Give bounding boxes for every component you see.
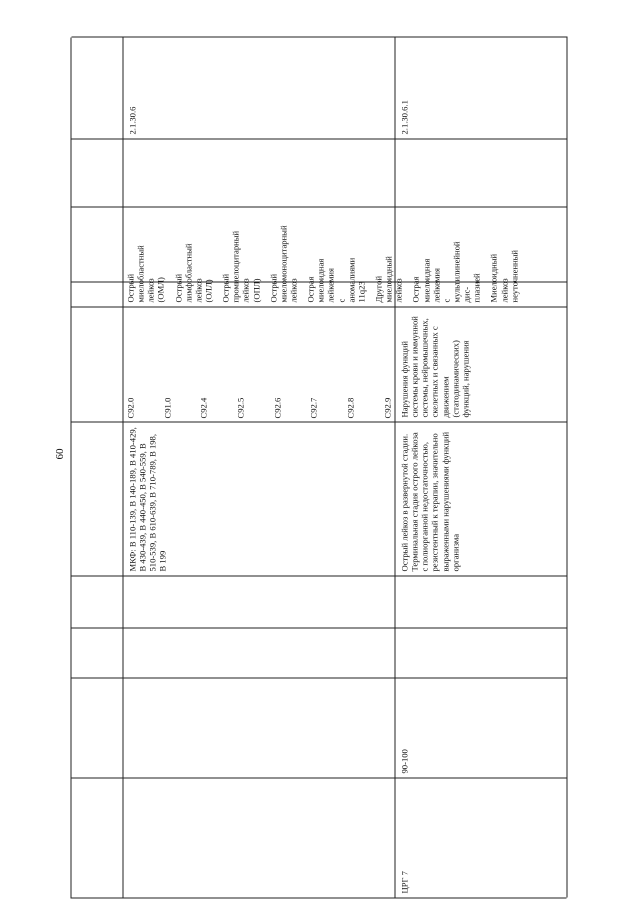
icd-code: C92.5 [235,397,246,419]
cell-r2-c7 [395,207,567,282]
disease-name: Острый лимфобластный лейкоз (ОЛЛ) [172,243,213,303]
mkf-codes-cell [123,422,395,576]
cell-r1-c8 [123,139,395,207]
mkf-codes: МКФ: B 110-139, B 140-189, B 410-429, B 430-439, B 440-450, B 540-559, B 510-539, B 610-639, B 710-789, B 198, B 199 [127,427,168,572]
row-id: 2.1.30.6.1 [399,100,409,135]
icd-code: C92.9 [381,397,392,419]
disease-name: Острая миелоидная лейкемия с мультилинейной дис-плазией [410,241,482,303]
disease-name: Острый промиелоцитарный лейкоз (ОПЛ) [220,230,261,303]
cell-r0-c4 [71,422,123,576]
cell-r0-c9 [71,37,123,139]
percent-cell [395,678,567,778]
cell-r2-c3 [395,576,567,628]
diseases-cell [123,225,519,307]
disease-name: Острая миелоидная лейкемия с аномалиями 11q23 [305,257,366,303]
cell-r0-c6 [71,282,123,307]
disease-name: Другой миелоидный лейкоз [372,256,404,303]
cell-r1-c7 [123,207,395,282]
cell-r1-c1 [123,678,395,778]
row2-id-cell [395,37,567,139]
row1-id-cell [123,37,395,139]
group-cell [395,778,567,898]
icd-code: C92.8 [345,397,356,419]
cell-r0-c3 [71,576,123,628]
cell-r0-c0 [71,778,123,898]
classification-table [70,38,566,899]
icd-code: C91.0 [161,397,172,419]
cell-r0-c5 [71,307,123,422]
functions-cell [395,307,567,422]
rehab-group: ЦРГ 7 [399,871,409,894]
icd-codes-cell [123,307,395,422]
disease-name: Острый миелобластный лейкоз (ОМЛ) [125,245,166,303]
disease-name: Миелоидный лейкоз неуточненный [488,249,519,303]
icd-code: C92.0 [125,397,135,419]
cell-r0-c7 [71,207,123,282]
icd-code: C92.7 [308,397,319,419]
impairment-percent: 90-100 [399,749,409,774]
row-id: 2.1.30.6 [127,106,137,135]
icd-code: C92.6 [271,397,282,419]
description-cell [395,422,567,576]
cell-r2-c2 [395,628,567,678]
cell-r0-c2 [71,628,123,678]
cell-r0-c8 [71,139,123,207]
cell-r1-c2 [123,628,395,678]
icd-code: C92.4 [198,397,209,419]
cell-r1-c3 [123,576,395,628]
cell-r2-c8 [395,139,567,207]
clinical-description: Острый лейкоз в развернутой стадии. Терминальная стадия острого лейкоза с полиорганной недостаточностью, резистентный к терапии, значительно выраженными нарушениями функций организма [399,431,460,572]
impaired-functions: Нарушения функций системы крови и иммунной системы, нейромышечных, скелетных и связанных с движением (статодинамических) функций, нарушения [399,316,470,418]
page-number: 60 [54,448,66,460]
cell-r0-c1 [71,678,123,778]
disease-name: Острый миеломоноцитарный лейкоз [267,225,298,303]
cell-r1-c0 [123,778,395,898]
